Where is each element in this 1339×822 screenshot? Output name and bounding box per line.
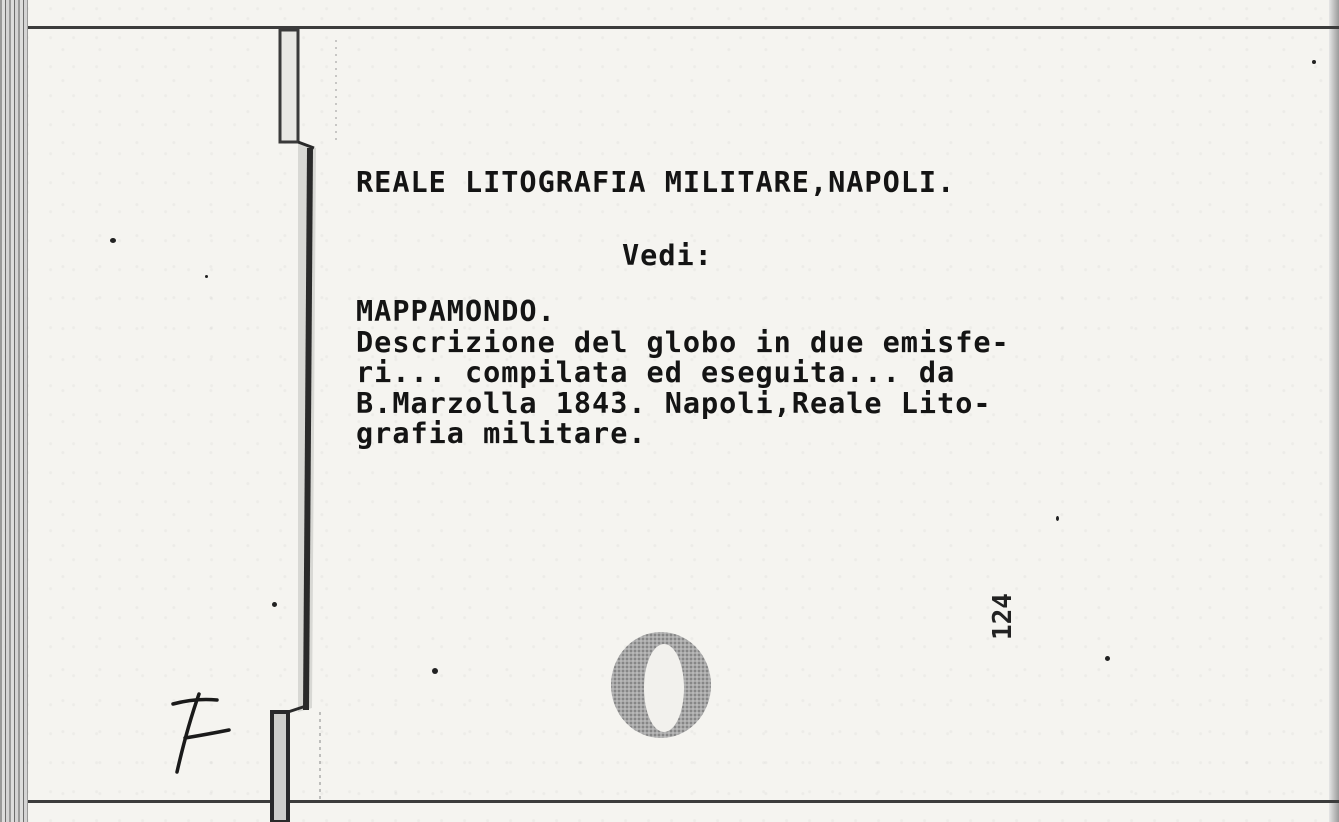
entry-line: Descrizione del globo in due emisfe- bbox=[356, 325, 1010, 359]
ink-speck bbox=[1105, 656, 1110, 661]
lower-tab bbox=[272, 712, 288, 822]
entry-line: MAPPAMONDO. bbox=[356, 295, 556, 328]
ink-speck bbox=[272, 602, 277, 607]
ink-speck bbox=[1312, 60, 1316, 64]
upper-tab bbox=[280, 30, 298, 142]
entry-line: B.Marzolla 1843. Napoli,Reale Lito- bbox=[356, 386, 992, 420]
tab-spine bbox=[306, 148, 310, 710]
catalog-entry bbox=[356, 297, 1010, 450]
entry-line: grafia militare. bbox=[356, 417, 647, 450]
ink-speck bbox=[432, 668, 438, 674]
ink-speck bbox=[205, 275, 208, 278]
stamped-number: 124 bbox=[988, 593, 1018, 640]
ink-speck bbox=[110, 238, 116, 243]
ink-speck bbox=[1056, 516, 1059, 521]
handwritten-f-mark bbox=[165, 688, 235, 778]
see-reference-label: Vedi: bbox=[622, 239, 713, 272]
punch-hole bbox=[606, 630, 716, 742]
card-heading: REALE LITOGRAFIA MILITARE,NAPOLI. bbox=[356, 166, 956, 199]
entry-line: ri... compilata ed eseguita... da bbox=[356, 356, 956, 389]
